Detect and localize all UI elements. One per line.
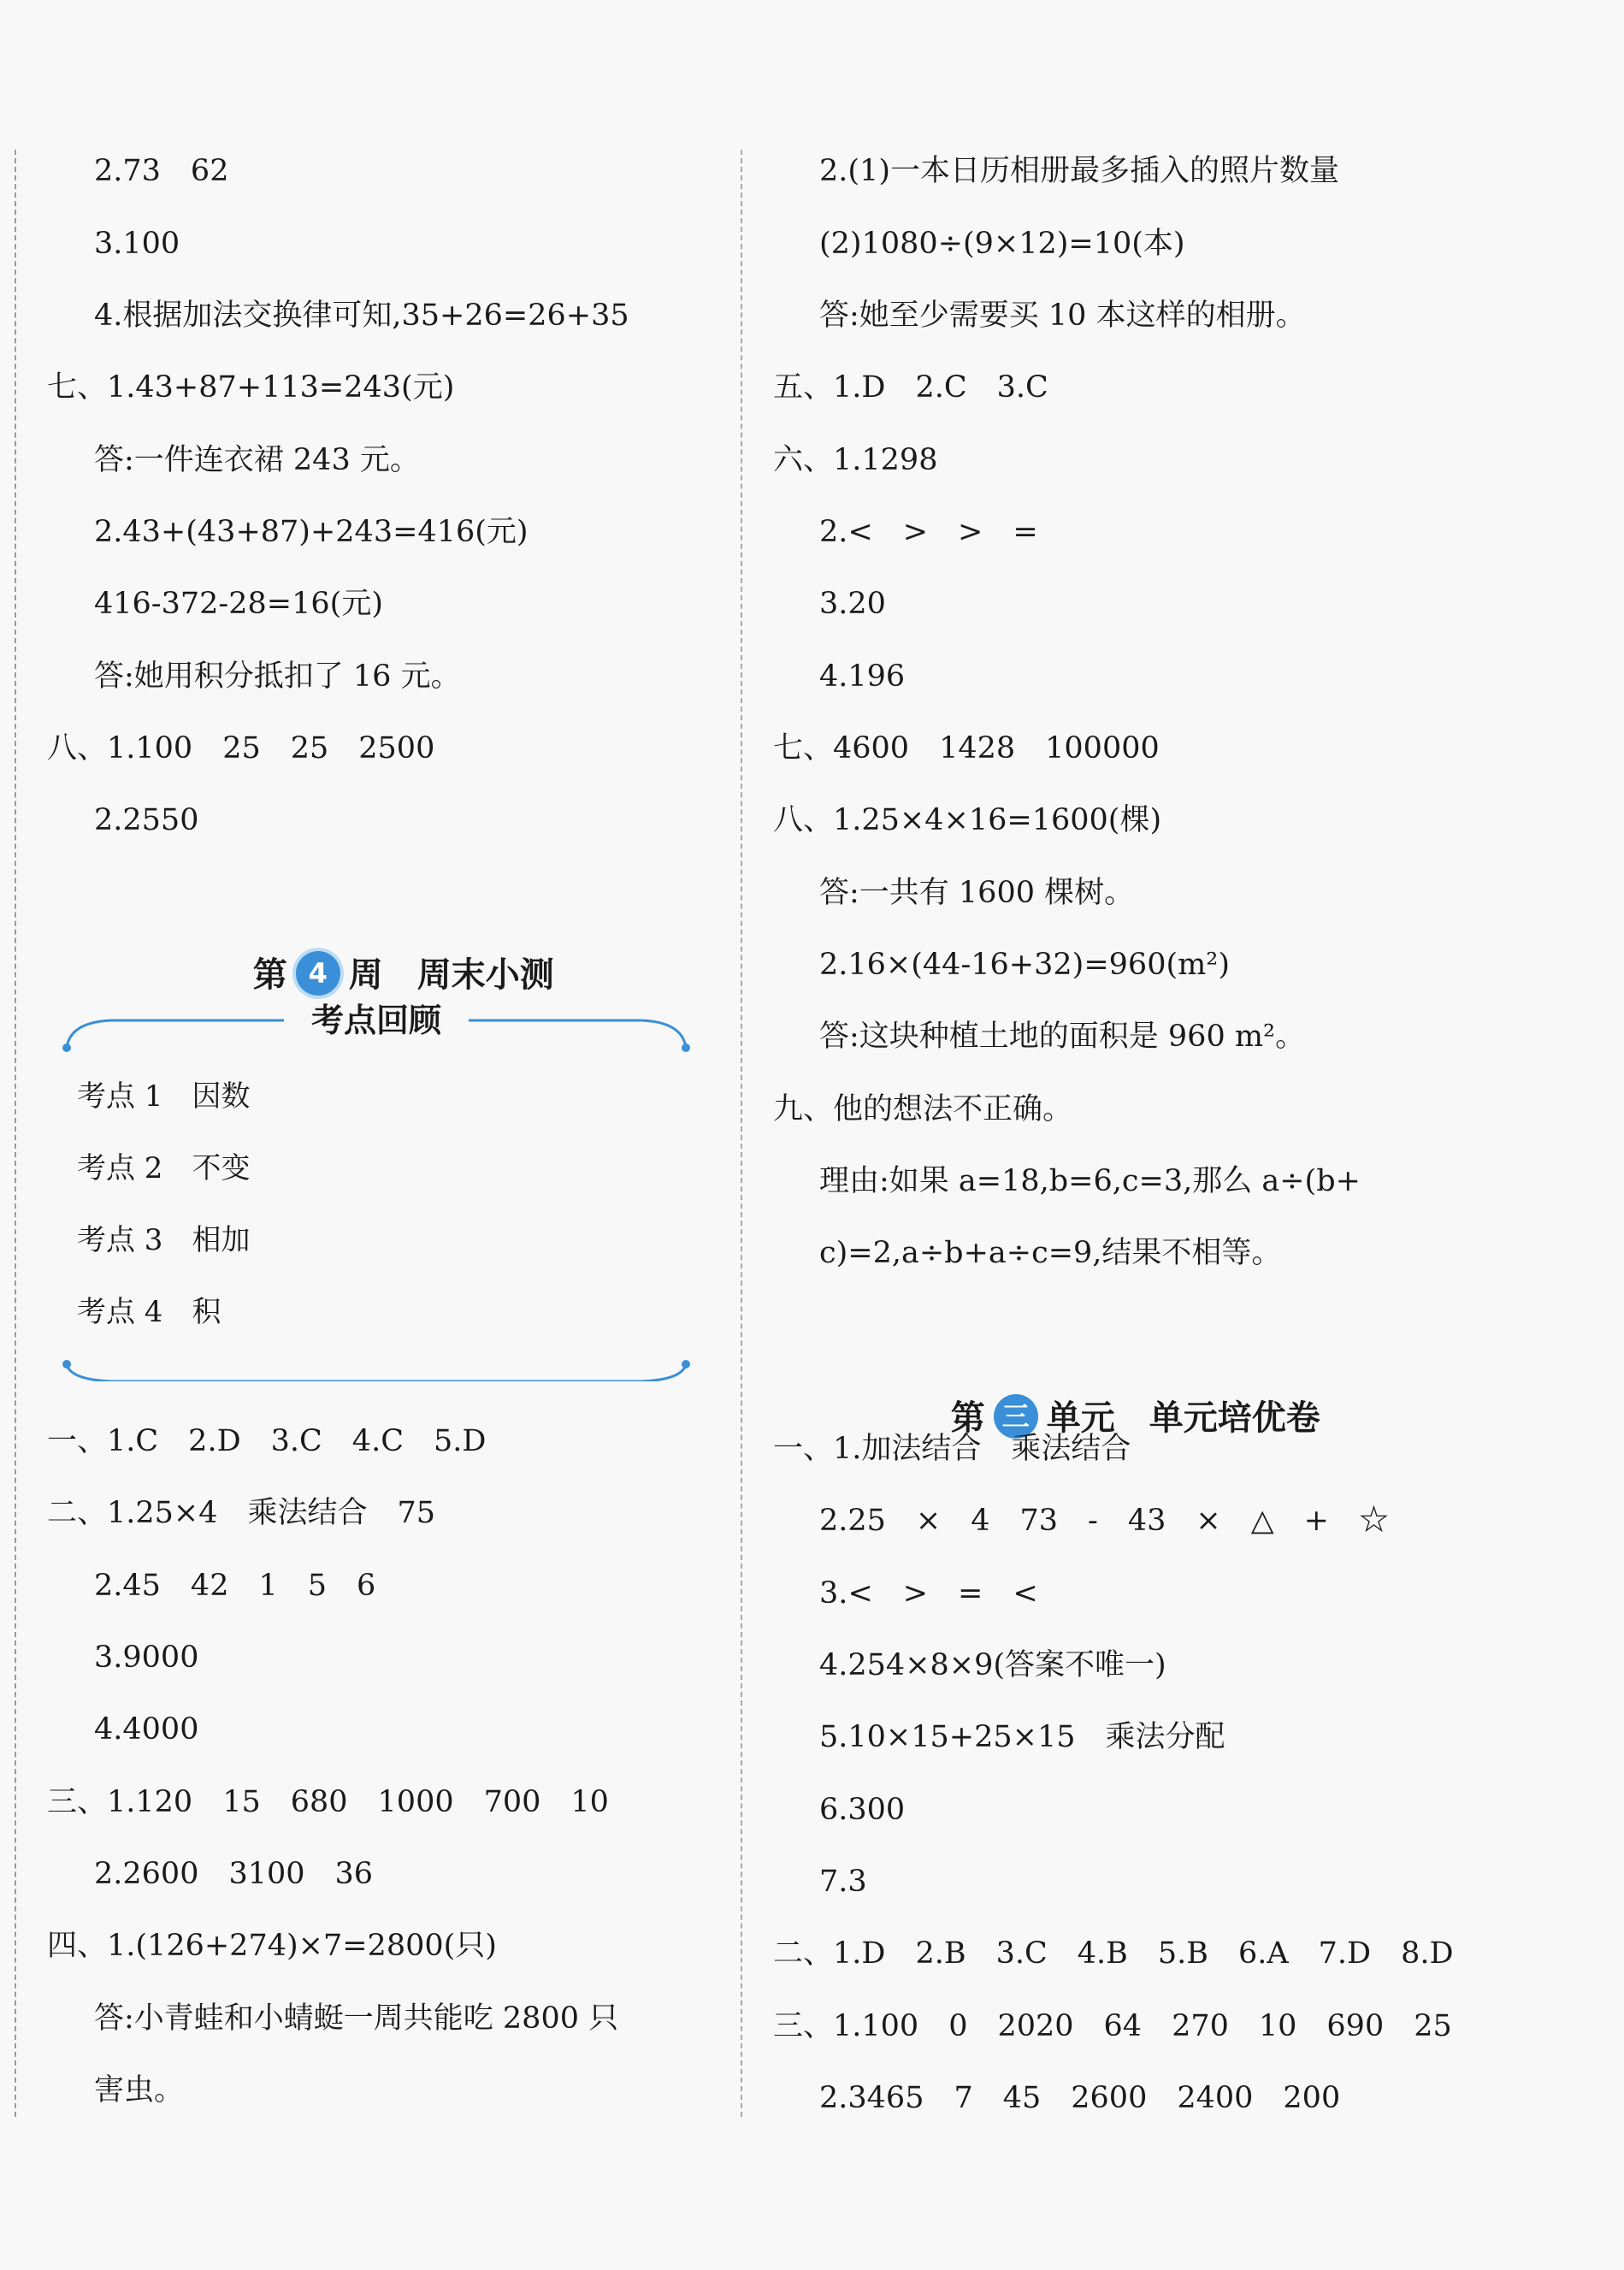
- answer-line: 答:一共有 1600 棵树。: [819, 876, 1135, 910]
- answer-line: 6.300: [819, 1793, 906, 1827]
- unit-heading-title: 单元 单元培优卷: [1046, 1398, 1320, 1438]
- answer-line: 2.< > > =: [819, 515, 1038, 549]
- answer-line: 三、1.100 0 2020 64 270 10 690 25: [773, 2009, 1452, 2043]
- answer-line: 八、1.25×4×16=1600(棵): [773, 803, 1162, 837]
- answer-line: (2)1080÷(9×12)=10(本): [819, 227, 1185, 261]
- left-margin-dashed-line: [15, 150, 16, 2117]
- answer-line: 3.20: [819, 587, 886, 621]
- review-item: 考点 4 积: [77, 1295, 221, 1329]
- answer-line: 八、1.100 25 25 2500: [47, 731, 435, 766]
- week-heading-prefix: 第: [252, 955, 287, 995]
- answer-line: 六、1.1298: [773, 443, 938, 477]
- answer-line: 答:她用积分抵扣了 16 元。: [94, 659, 461, 694]
- answer-line: 4.196: [819, 659, 906, 694]
- answer-line: 2.45 42 1 5 6: [94, 1569, 376, 1603]
- answer-line: 4.254×8×9(答案不唯一): [819, 1648, 1166, 1682]
- column-divider: [741, 150, 742, 2117]
- review-item: 考点 2 不变: [77, 1151, 251, 1185]
- answer-line: 5.10×15+25×15 乘法分配: [819, 1720, 1225, 1754]
- answer-line: 二、1.D 2.B 3.C 4.B 5.B 6.A 7.D 8.D: [773, 1936, 1454, 1971]
- answer-line: 2.2550: [94, 803, 199, 837]
- answer-line: 2.43+(43+87)+243=416(元): [94, 515, 529, 549]
- answer-line: 一、1.C 2.D 3.C 4.C 5.D: [47, 1424, 487, 1458]
- answer-line: 四、1.(126+274)×7=2800(只): [47, 1929, 497, 1963]
- answer-line: 答:她至少需要买 10 本这样的相册。: [819, 299, 1306, 333]
- answer-line: 2.3465 7 45 2600 2400 200: [819, 2081, 1341, 2115]
- answer-line: 九、他的想法不正确。: [773, 1092, 1073, 1126]
- review-title: 考点回顾: [310, 1002, 441, 1039]
- answer-line: 3.< > = <: [819, 1576, 1038, 1611]
- answer-line: 4.根据加法交换律可知,35+26=26+35: [94, 299, 629, 333]
- answer-line: 二、1.25×4 乘法结合 75: [47, 1496, 436, 1530]
- unit-heading-prefix: 第: [950, 1398, 985, 1438]
- answer-line: 7.3: [819, 1865, 867, 1899]
- review-item: 考点 3 相加: [77, 1223, 251, 1257]
- review-box: [60, 996, 693, 1381]
- week-heading-title: 周 周末小测: [348, 955, 554, 995]
- answer-line: 答:小青蛙和小蜻蜓一周共能吃 2800 只: [94, 2001, 619, 2036]
- answer-line: 理由:如果 a=18,b=6,c=3,那么 a÷(b+: [819, 1164, 1361, 1198]
- answer-line: 2.16×(44-16+32)=960(m²): [819, 948, 1230, 982]
- answer-line: 2.25 × 4 73 - 43 × △ + ☆: [819, 1504, 1389, 1538]
- answer-line: 答:一件连衣裙 243 元。: [94, 443, 420, 477]
- review-item: 考点 1 因数: [77, 1079, 251, 1114]
- answer-line: 七、1.43+87+113=243(元): [47, 370, 455, 405]
- answer-line: 3.9000: [94, 1640, 199, 1675]
- answer-line: 五、1.D 2.C 3.C: [773, 370, 1048, 405]
- unit-number-badge: 三: [994, 1394, 1038, 1439]
- answer-line: 一、1.加法结合 乘法结合: [773, 1432, 1131, 1466]
- answer-line: c)=2,a÷b+a÷c=9,结果不相等。: [819, 1236, 1282, 1270]
- answer-line: 答:这块种植土地的面积是 960 m²。: [819, 1020, 1306, 1054]
- answer-line: 七、4600 1428 100000: [773, 731, 1160, 766]
- answer-line: 2.2600 3100 36: [94, 1857, 374, 1891]
- answer-line: 2.73 62: [94, 154, 229, 188]
- answer-line: 4.4000: [94, 1712, 199, 1747]
- answer-line: 416-372-28=16(元): [94, 587, 383, 621]
- week-number-badge: 4: [296, 951, 340, 996]
- answer-line: 三、1.120 15 680 1000 700 10: [47, 1785, 609, 1819]
- unit-heading: [903, 1341, 1320, 1495]
- answer-line: 3.100: [94, 227, 180, 261]
- answer-line: 2.(1)一本日历相册最多插入的照片数量: [819, 154, 1339, 188]
- answer-line: 害虫。: [94, 2073, 185, 2107]
